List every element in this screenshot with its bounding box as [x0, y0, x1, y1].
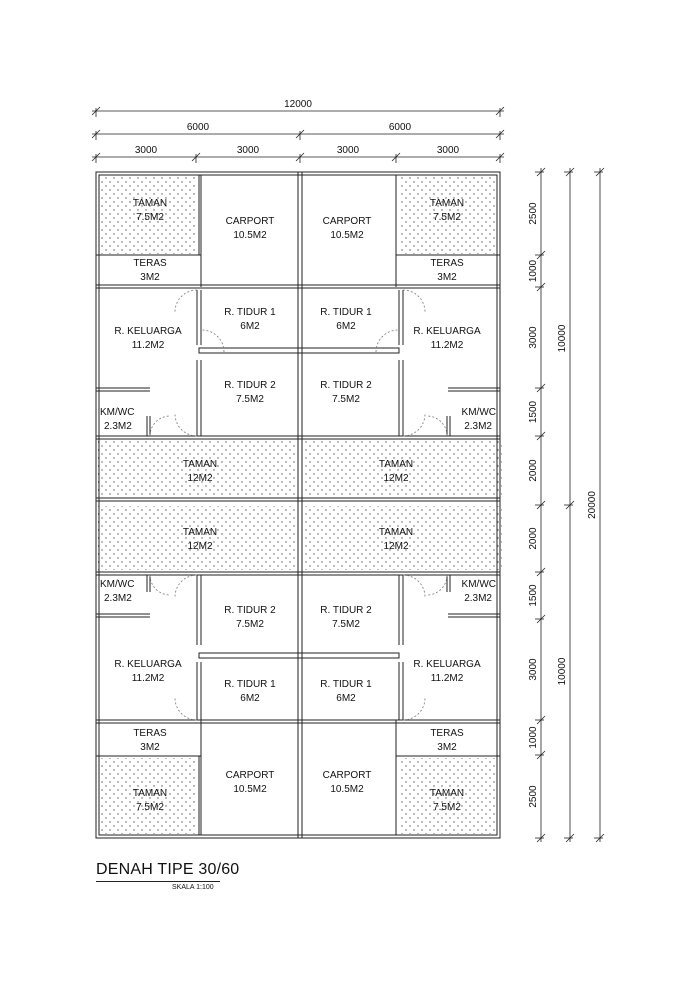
- dim-segments-label-1: 1000: [528, 259, 539, 283]
- room-taman-big-br-name: TAMAN: [378, 527, 414, 538]
- door-swing-bed2-bl: [175, 575, 197, 597]
- room-tidur2-br-area: 7.5M2: [332, 619, 360, 630]
- room-teras-tr-area: 3M2: [437, 272, 457, 283]
- garden-hatch-6: [98, 506, 296, 570]
- dim-quarter-widths-label-3: 3000: [436, 145, 460, 156]
- room-keluarga-tl-area: 11.2M2: [131, 340, 165, 351]
- door-swing-bed1-tl: [175, 290, 197, 312]
- room-carport-tr-name: CARPORT: [322, 216, 372, 227]
- room-keluarga-bl-area: 11.2M2: [131, 673, 165, 684]
- dim-halves-label-0: 10000: [557, 324, 568, 353]
- door-swing-kmwc-bl: [150, 575, 170, 595]
- room-taman-big-tl-area: 12M2: [187, 473, 213, 484]
- room-taman-br-name: TAMAN: [429, 788, 465, 799]
- dim-quarter-widths-label-1: 3000: [236, 145, 260, 156]
- dim-segments-label-3: 1500: [528, 400, 539, 424]
- room-carport-br-area: 10.5M2: [330, 784, 364, 795]
- room-teras-tl-name: TERAS: [133, 258, 167, 269]
- room-tidur1-bl-name: R. TIDUR 1: [224, 679, 276, 690]
- dim-segments-label-9: 2500: [528, 785, 539, 808]
- room-carport-bl-name: CARPORT: [225, 770, 275, 781]
- room-taman-tl-name: TAMAN: [132, 198, 168, 209]
- dim-segments-label-0: 2500: [528, 202, 539, 225]
- room-teras-bl-area: 3M2: [140, 742, 160, 753]
- room-taman-big-bl-area: 12M2: [187, 541, 213, 552]
- room-carport-tr-area: 10.5M2: [330, 230, 364, 241]
- room-tidur2-tr-name: R. TIDUR 2: [320, 380, 372, 391]
- dim-quarter-widths-label-2: 3000: [336, 145, 360, 156]
- room-tidur1-tl-name: R. TIDUR 1: [224, 307, 276, 318]
- room-keluarga-tl-name: R. KELUARGA: [114, 326, 182, 337]
- room-taman-big-tr-name: TAMAN: [378, 459, 414, 470]
- room-kmwc-tl-area: 2.3M2: [104, 421, 132, 432]
- room-teras-bl-name: TERAS: [133, 728, 167, 739]
- dim-segments-label-6: 1500: [528, 584, 539, 607]
- room-kmwc-tr-area: 2.3M2: [464, 421, 492, 432]
- room-tidur1-bl-area: 6M2: [240, 693, 260, 704]
- room-taman-br-area: 7.5M2: [433, 802, 461, 813]
- room-keluarga-tr-area: 11.2M2: [430, 340, 464, 351]
- dim-quarter-widths-label-0: 3000: [134, 145, 158, 156]
- door-swing-bed1-bl: [175, 698, 197, 720]
- room-kmwc-bl-name: KM/WC: [100, 579, 135, 590]
- room-keluarga-bl-name: R. KELUARGA: [114, 659, 182, 670]
- door-swing-bed2-tl: [175, 414, 197, 436]
- room-kmwc-tl-name: KM/WC: [100, 407, 135, 418]
- room-teras-br-name: TERAS: [430, 728, 464, 739]
- plan-title: DENAH TIPE 30/60: [96, 861, 240, 878]
- room-taman-bl-name: TAMAN: [132, 788, 168, 799]
- bedroom-partition-top: [199, 348, 399, 353]
- door-swing-bed2-br: [403, 575, 425, 597]
- door-swing-kmwc-br: [427, 575, 447, 595]
- room-carport-tl-area: 10.5M2: [233, 230, 267, 241]
- room-tidur1-br-name: R. TIDUR 1: [320, 679, 372, 690]
- room-taman-tl-area: 7.5M2: [136, 212, 164, 223]
- room-taman-big-tr-area: 12M2: [383, 473, 409, 484]
- room-keluarga-br-area: 11.2M2: [430, 673, 464, 684]
- room-keluarga-br-name: R. KELUARGA: [413, 659, 481, 670]
- room-kmwc-br-area: 2.3M2: [464, 593, 492, 604]
- room-carport-tl-name: CARPORT: [225, 216, 275, 227]
- dim-segments-label-8: 1000: [528, 726, 539, 749]
- door-swing-bed1-br: [403, 698, 425, 720]
- room-teras-tl-area: 3M2: [140, 272, 160, 283]
- door-swing-bed2-tr: [403, 414, 425, 436]
- dim-total-height-label-0: 20000: [587, 491, 598, 519]
- dim-segments-label-5: 2000: [528, 527, 539, 550]
- dim-segments-label-2: 3000: [528, 326, 539, 349]
- door-swing-kmwc-tr: [427, 416, 447, 436]
- room-tidur1-tr-area: 6M2: [336, 321, 356, 332]
- room-tidur2-bl-area: 7.5M2: [236, 619, 264, 630]
- door-swing-keluarga-tr: [376, 330, 398, 352]
- room-tidur1-tr-name: R. TIDUR 1: [320, 307, 372, 318]
- bedroom-partition-bot: [199, 653, 399, 658]
- dim-segments-label-7: 3000: [528, 658, 539, 681]
- garden-hatch-7: [304, 506, 502, 570]
- dim-total-width-label-0: 12000: [284, 99, 312, 110]
- door-swing-bed1-tr: [403, 290, 425, 312]
- room-carport-br-name: CARPORT: [322, 770, 372, 781]
- room-tidur1-br-area: 6M2: [336, 693, 356, 704]
- door-swing-keluarga-tl: [202, 330, 224, 352]
- title-underline: [96, 881, 220, 882]
- room-taman-big-bl-name: TAMAN: [182, 527, 218, 538]
- room-keluarga-tr-name: R. KELUARGA: [413, 326, 481, 337]
- room-tidur2-tl-name: R. TIDUR 2: [224, 380, 276, 391]
- plan-scale: SKALA 1:100: [172, 884, 214, 891]
- dim-half-widths-label-1: 6000: [388, 122, 412, 133]
- room-teras-br-area: 3M2: [437, 742, 457, 753]
- dim-half-widths-label-0: 6000: [186, 122, 210, 133]
- room-tidur1-tl-area: 6M2: [240, 321, 260, 332]
- room-kmwc-br-name: KM/WC: [461, 579, 496, 590]
- room-tidur2-tr-area: 7.5M2: [332, 394, 360, 405]
- room-taman-tr-name: TAMAN: [429, 198, 465, 209]
- dim-segments-label-4: 2000: [528, 459, 539, 482]
- room-kmwc-bl-area: 2.3M2: [104, 593, 132, 604]
- room-taman-big-tl-name: TAMAN: [182, 459, 218, 470]
- room-kmwc-tr-name: KM/WC: [461, 407, 496, 418]
- room-taman-big-br-area: 12M2: [383, 541, 409, 552]
- dim-halves-label-1: 10000: [557, 657, 568, 686]
- room-taman-tr-area: 7.5M2: [433, 212, 461, 223]
- room-tidur2-tl-area: 7.5M2: [236, 394, 264, 405]
- room-tidur2-bl-name: R. TIDUR 2: [224, 605, 276, 616]
- room-teras-tr-name: TERAS: [430, 258, 464, 269]
- room-carport-bl-area: 10.5M2: [233, 784, 267, 795]
- door-swing-kmwc-tl: [150, 416, 170, 436]
- room-taman-bl-area: 7.5M2: [136, 802, 164, 813]
- room-tidur2-br-name: R. TIDUR 2: [320, 605, 372, 616]
